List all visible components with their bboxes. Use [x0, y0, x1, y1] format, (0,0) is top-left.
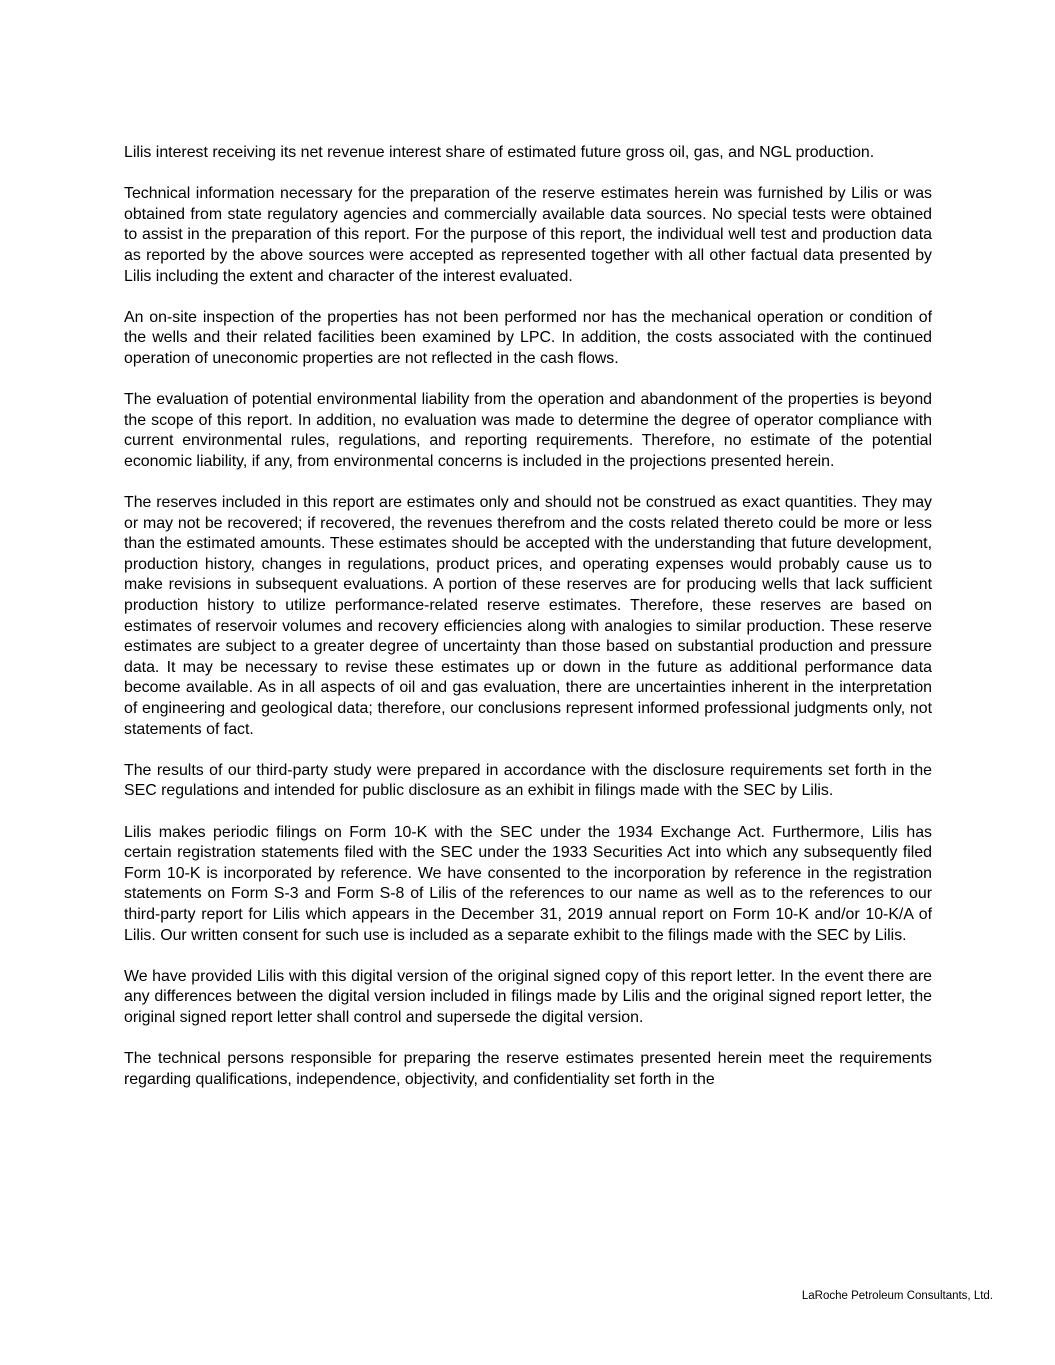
paragraph-digital-version: We have provided Lilis with this digital version of the original signed copy of this report letter. In the event there are any differences between the digital version included in filings made by Lilis and the original signed report letter, the original signed report letter shall control and supersede the digital version. — [124, 967, 932, 1026]
paragraph-sec-disclosure: The results of our third-party study were prepared in accordance with the disclosure requirements set forth in the SEC regulations and intended for public disclosure as an exhibit in filings made with the SEC by Lilis. — [124, 761, 932, 800]
paragraph-reserve-uncertainty: The reserves included in this report are estimates only and should not be construed as exact quantities. They may or may not be recovered; if recovered, the revenues therefrom and the costs related thereto could be more or less than the estimated amounts. These estimates should be accepted with the understanding that future development, production history, changes in regulations, product prices, and operating expenses would probably cause us to make revisions in subsequent evaluations. A portion of these reserves are for producing wells that lack sufficient production history to utilize performance-related reserve estimates. Therefore, these reserves are based on estimates of reservoir volumes and recovery efficiencies along with analogies to similar production. These reserve estimates are subject to a greater degree of uncertainty than those based on substantial production and pressure data. It may be necessary to revise these estimates up or down in the future as additional performance data become available. As in all aspects of oil and gas evaluation, there are uncertainties inherent in the interpretation of engineering and geological data; therefore, our conclusions represent informed professional judgments only, not statements of fact. — [124, 494, 932, 738]
paragraph-periodic-filings: Lilis makes periodic filings on Form 10-K with the SEC under the 1934 Exchange Act. Furthermore, Lilis has certain registration statements filed with the SEC under the 1933 Securities Act into which any subsequently filed Form 10-K is incorporated by reference. We have consented to the incorporation by reference in the registration statements on Form S-3 and Form S-8 of Lilis of the references to our name as well as to the references to our third-party report for Lilis which appears in the December 31, 2019 annual report on Form 10-K and/or 10-K/A of Lilis. Our written consent for such use is included as a separate exhibit to the filings made with the SEC by Lilis. — [124, 823, 932, 944]
paragraph-technical-information: Technical information necessary for the preparation of the reserve estimates herein was furnished by Lilis or was obtained from state regulatory agencies and commercially available data sources. No special tests were obtained to assist in the preparation of this report. For the purpose of this report, the individual well test and production data as reported by the above sources were accepted as represented together with all other factual data presented by Lilis including the extent and character of the interest evaluated. — [124, 185, 932, 285]
paragraph-net-revenue-interest: Lilis interest receiving its net revenue interest share of estimated future gross oil, gas, and NGL production. — [124, 144, 875, 161]
paragraph-technical-persons: The technical persons responsible for preparing the reserve estimates presented herein meet the requirements regarding qualifications, independence, objectivity, and confidentiality set forth in the — [124, 1050, 932, 1088]
paragraph-environmental-liability: The evaluation of potential environmental liability from the operation and abandonment of the properties is beyond the scope of this report. In addition, no evaluation was made to determine the degree of operator compliance with current environmental rules, regulations, and reporting requirements. Therefore, no estimate of the potential economic liability, if any, from environmental concerns is included in the projections presented herein. — [124, 391, 932, 470]
page-footer-company-name: LaRoche Petroleum Consultants, Ltd. — [801, 1290, 993, 1302]
letter-body — [124, 143, 932, 1111]
paragraph-site-inspection: An on-site inspection of the properties has not been performed nor has the mechanical operation or condition of the wells and their related facilities been examined by LPC. In addition, the costs associated with the continued operation of uneconomic properties are not reflected in the cash flows. — [124, 308, 932, 367]
